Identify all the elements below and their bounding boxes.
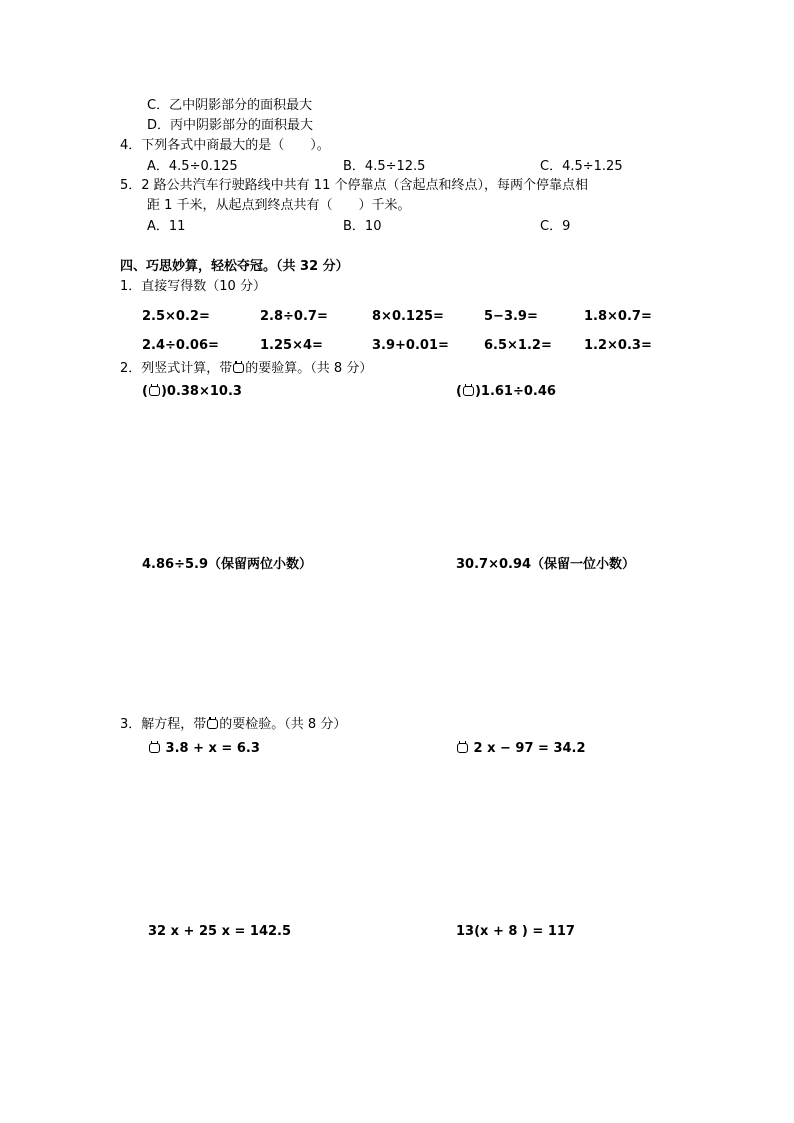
q5-option-a: A．11 xyxy=(147,219,186,234)
alarm-clock-icon xyxy=(149,743,160,753)
mental-calc-item: 8×0.125= xyxy=(372,309,444,324)
part2-title-before: 2．列竖式计算，带 xyxy=(120,361,233,376)
part2-title xyxy=(120,362,372,375)
part2-title-after: 的要验算。（共 8 分） xyxy=(245,361,373,376)
equation-2-expr: 2 x − 97 = 34.2 xyxy=(473,741,586,756)
equation-1 xyxy=(148,742,260,755)
mental-calc-item: 1.2×0.3= xyxy=(584,338,652,353)
equation-4: 13(x + 8 ) = 117 xyxy=(456,924,575,939)
equation-3: 32 x + 25 x = 142.5 xyxy=(148,924,292,939)
alarm-clock-icon xyxy=(149,386,160,396)
alarm-clock-icon xyxy=(233,363,244,373)
q5-stem-line1: 5．2 路公共汽车行驶路线中共有 11 个停靠点（含起点和终点），每两个停靠点相 xyxy=(120,178,588,193)
mental-calc-item: 3.9+0.01= xyxy=(372,338,449,353)
part3-title-after: 的要检验。（共 8 分） xyxy=(219,717,347,732)
part3-title-before: 3．解方程，带 xyxy=(120,717,207,732)
vertical-calc-3: 4.86÷5.9（保留两位小数） xyxy=(142,557,312,572)
q5-stem-line2: 距 1 千米，从起点到终点共有（ ）千米。 xyxy=(147,198,411,213)
part3-title xyxy=(120,718,346,731)
section4-title: 四、巧思妙算，轻松夺冠。（共 32 分） xyxy=(120,259,349,274)
q4-option-c: C．4.5÷1.25 xyxy=(540,159,623,174)
mental-calc-item: 2.5×0.2= xyxy=(142,309,210,324)
q3-option-d: D．丙中阴影部分的面积最大 xyxy=(147,118,314,133)
q4-stem: 4．下列各式中商最大的是（ ）。 xyxy=(120,138,330,153)
q4-option-a: A．4.5÷0.125 xyxy=(147,159,238,174)
vertical-calc-1-expr: 0.38×10.3 xyxy=(166,384,242,399)
q5-option-c: C．9 xyxy=(540,219,571,234)
mental-calc-item: 1.8×0.7= xyxy=(584,309,652,324)
mental-calc-item: 5−3.9= xyxy=(484,309,538,324)
mental-calc-item: 1.25×4= xyxy=(260,338,323,353)
mental-calc-item: 6.5×1.2= xyxy=(484,338,552,353)
vertical-calc-4: 30.7×0.94（保留一位小数） xyxy=(456,557,636,572)
alarm-clock-icon xyxy=(207,719,218,729)
q3-option-c: C．乙中阴影部分的面积最大 xyxy=(147,98,313,113)
part1-title: 1．直接写得数（10 分） xyxy=(120,279,266,294)
q5-option-b: B．10 xyxy=(343,219,382,234)
q4-option-b: B．4.5÷12.5 xyxy=(343,159,426,174)
equation-2 xyxy=(456,742,586,755)
alarm-clock-icon xyxy=(457,743,468,753)
mental-calc-item: 2.4÷0.06= xyxy=(142,338,219,353)
vertical-calc-1: ( )0.38×10.3 xyxy=(142,384,242,399)
vertical-calc-2: ( )1.61÷0.46 xyxy=(456,384,556,399)
alarm-clock-icon xyxy=(463,386,474,396)
mental-calc-item: 2.8÷0.7= xyxy=(260,309,328,324)
vertical-calc-2-expr: 1.61÷0.46 xyxy=(480,384,556,399)
equation-1-expr: 3.8 + x = 6.3 xyxy=(165,741,260,756)
